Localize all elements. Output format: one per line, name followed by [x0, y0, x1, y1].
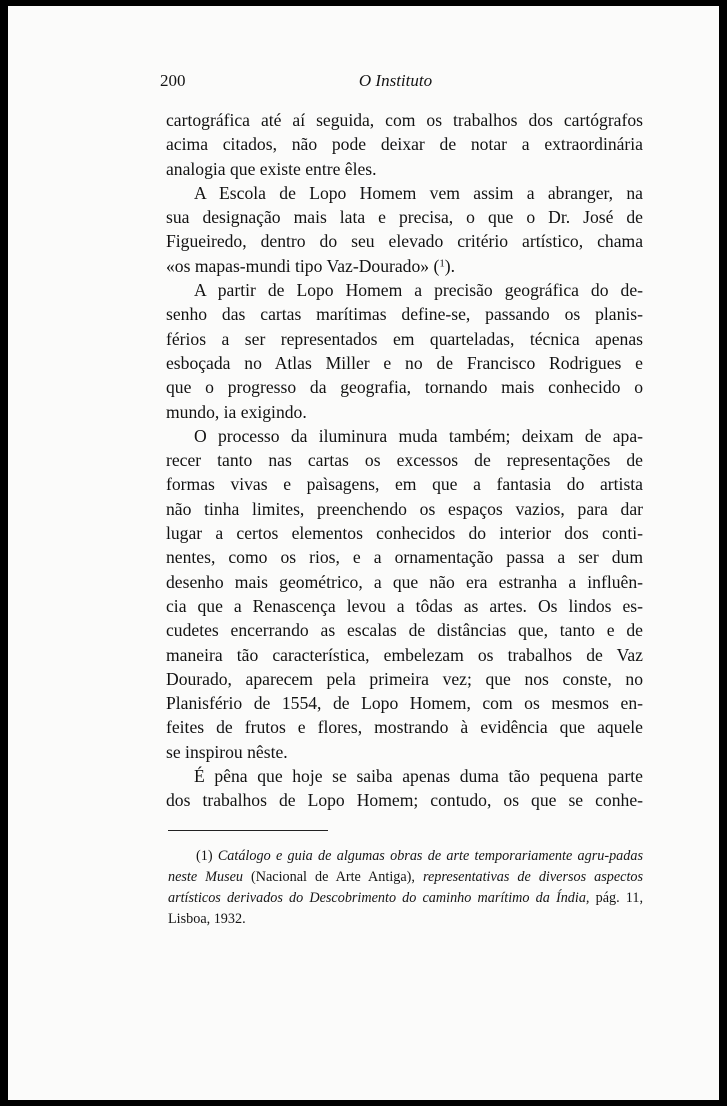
running-title: O Instituto [358, 71, 433, 90]
footnote-ref: 1 [439, 257, 445, 270]
text-line: cia que a Renascença levou a tôdas as artes. Os lindos es- [166, 595, 643, 616]
text-line: dos trabalhos de Lopo Homem; contudo, os que se conhe- [166, 790, 643, 811]
footnote-text: (1) Catálogo e guia de algumas obras de arte temporariamente agru-padas neste Museu (Nacional de Arte Antiga), representativas de diversos aspectos artísticos derivados do Descobrimento do caminho marítimo da Índia, pág. 11, Lisboa, 1932. [168, 848, 644, 927]
main-text [166, 108, 643, 813]
footnote-institution: (Nacional de Arte Antiga), [251, 869, 415, 885]
text-line: que o progresso da geografia, tornando mais conhecido o [166, 377, 643, 398]
text-line: formas vivas e paìsagens, em que a fantasia do artista [166, 474, 643, 495]
book-page [8, 6, 719, 1100]
text-line: senho das cartas marítimas define-se, passando os planis- [166, 304, 643, 325]
text-line: não tinha limites, preenchendo os espaços vazios, para dar [166, 498, 643, 519]
footnote-marker: 1 [200, 848, 208, 864]
text-line: analogia que existe entre êles. [166, 158, 377, 179]
footnote-title: Catálogo e guia de algumas obras de arte temporariamente agru-padas neste Museu [168, 848, 643, 885]
footnote-subtitle: representativas de diversos aspectos artísticos derivados do Descobrimento do caminho marítimo da Índia, [168, 869, 644, 906]
text-line: O processo da iluminura muda também; deixam de apa- [194, 425, 643, 446]
text-line: férios a ser representados em quarteladas, técnica apenas [166, 328, 643, 349]
text-line: A partir de Lopo Homem a precisão geográfica do de- [194, 280, 643, 301]
text-span: «os mapas-mundi tipo Vaz-Dourado» ( [166, 255, 440, 276]
text-span: ). [444, 255, 456, 276]
text-line: se inspirou nêste. [166, 741, 288, 762]
text-line [166, 254, 643, 278]
text-line: cartográfica até aí seguida, com os trabalhos dos cartógrafos [166, 110, 643, 130]
text-line: desenho mais geométrico, a que não era estranha a influên- [166, 571, 643, 592]
text-line: lugar a certos elementos conhecidos do interior dos conti- [166, 523, 643, 544]
text-line: cudetes encerrando as escalas de distâncias que, tanto e de [166, 620, 643, 641]
text-line: É pêna que hoje se saiba apenas duma tão pequena parte [194, 766, 643, 787]
text-line: feites de frutos e flores, mostrando à evidência que aquele [166, 717, 643, 738]
text-line: Dourado, aparecem pela primeira vez; que nos conste, no [166, 668, 643, 689]
text-line: esboçada no Atlas Miller e no de Francisco Rodrigues e [166, 352, 643, 373]
text-line: Figueiredo, dentro do seu elevado critério artístico, chama [166, 231, 643, 252]
text-line: acima citados, não pode deixar de notar a extraordinária [166, 134, 643, 155]
page-number: 200 [160, 71, 186, 90]
footnote-citation: pág. 11, Lisboa, 1932. [168, 890, 643, 927]
text-line: maneira tão característica, embelezam os trabalhos de Vaz [166, 644, 643, 665]
footnote-divider [168, 830, 328, 831]
text-line: Planisfério de 1554, de Lopo Homem, com os mesmos en- [166, 693, 643, 714]
text-line: mundo, ia exigindo. [166, 401, 307, 422]
text-line: nentes, como os rios, e a ornamentação passa a ser dum [166, 547, 643, 568]
text-line: A Escola de Lopo Homem vem assim a abranger, na [194, 182, 643, 203]
page-header [160, 71, 631, 91]
text-line: recer tanto nas cartas os excessos de representações de [166, 450, 643, 471]
footnote [168, 846, 643, 930]
text-line: sua designação mais lata e precisa, o que o Dr. José de [166, 207, 643, 228]
